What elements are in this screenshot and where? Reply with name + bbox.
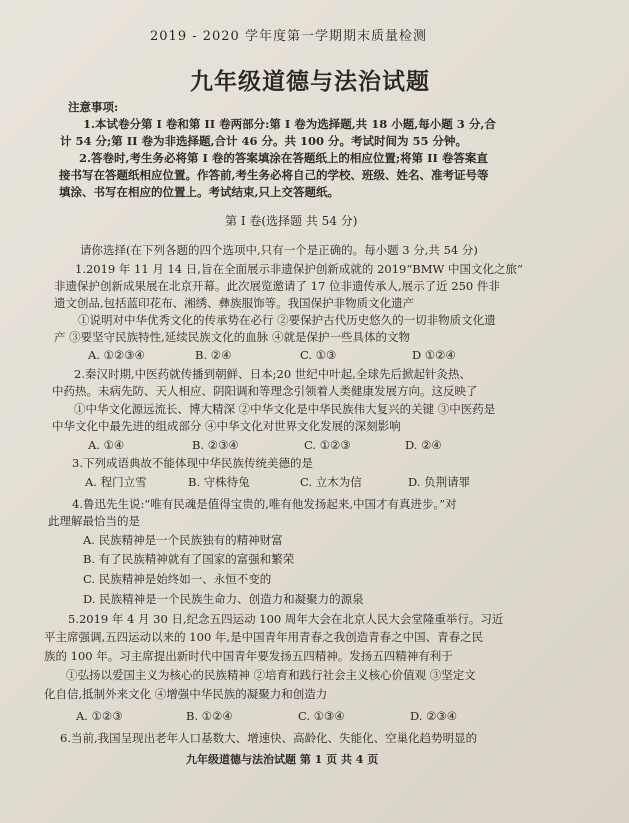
- option-a: A. ①②③④: [88, 348, 145, 362]
- question-text: 化自信,抵制外来文化 ④增强中华民族的凝聚力和创造力: [44, 687, 328, 701]
- page-title: 九年级道德与法治试题: [190, 68, 430, 95]
- option-b: B. 守株待兔: [188, 475, 250, 489]
- question-text: ①说明对中华优秀文化的传承势在必行 ②要保护古代历史悠久的一切非物质文化遗: [78, 313, 496, 327]
- option-c: C. ①③④: [298, 709, 345, 723]
- option-c: C. ①③: [300, 348, 337, 362]
- notice-line: 2.答卷时,考生务必将第 I 卷的答案填涂在答题纸上的相应位置;将第 II 卷答案直: [79, 151, 488, 165]
- section-title: 第 I 卷(选择题 共 54 分): [225, 214, 358, 228]
- question-text: 6.当前,我国呈现出老年人口基数大、增速快、高龄化、失能化、空巢化趋势明显的: [60, 731, 478, 745]
- question-text: 5.2019 年 4 月 30 日,纪念五四运动 100 周年大会在北京人民大会堂隆重举行。习近: [68, 612, 504, 626]
- exam-year-header: 2019 - 2020 学年度第一学期期末质量检测: [150, 29, 427, 44]
- option-a: A. ①②③: [76, 709, 123, 723]
- notice-line: 填涂、书写在相应的位置上。考试结束,只上交答题纸。: [59, 185, 340, 199]
- question-text: 此理解最恰当的是: [48, 514, 140, 528]
- option-b: B. 有了民族精神就有了国家的富强和繁荣: [83, 552, 295, 566]
- option-d: D. 民族精神是一个民族生命力、创造力和凝聚力的源泉: [83, 592, 364, 606]
- section-instruction: 请你选择(在下列各题的四个选项中,只有一个是正确的。每小题 3 分,共 54 分): [80, 243, 478, 257]
- question-text: 族的 100 年。习主席提出新时代中国青年要发扬五四精神。发扬五四精神有利于: [44, 649, 453, 663]
- question-text: 非遗保护创新成果展在北京开幕。此次展览邀请了 17 位非遗传承人,展示了近 250 件非: [54, 279, 500, 293]
- option-a: A. 民族精神是一个民族独有的精神财富: [83, 533, 283, 547]
- option-a: A. ①④: [88, 438, 125, 452]
- option-c: C. 民族精神是始终如一、永恒不变的: [83, 572, 272, 586]
- option-b: B. ②③④: [192, 438, 239, 452]
- notice-line: 1.本试卷分第 I 卷和第 II 卷两部分:第 I 卷为选择题,共 18 小题,每小题 3 分,合: [83, 117, 496, 131]
- question-text: 2.秦汉时期,中医药就传播到朝鲜、日本;20 世纪中叶起,全球先后掀起针灸热、: [74, 367, 471, 381]
- notice-line: 计 54 分;第 II 卷为非选择题,合计 46 分。共 100 分。考试时间为 55 分钟。: [60, 134, 468, 148]
- option-d: D. ②④: [405, 438, 442, 452]
- question-text: ①弘扬以爱国主义为核心的民族精神 ②培育和践行社会主义核心价值观 ③坚定文: [66, 668, 476, 682]
- question-text: 产 ③要坚守民族特性,延续民族文化的血脉 ④就是保护一些具体的文物: [54, 330, 410, 344]
- question-text: 3.下列成语典故不能体现中华民族传统美德的是: [72, 456, 313, 470]
- notice-heading: 注意事项:: [68, 100, 119, 114]
- option-d: D. ②③④: [410, 709, 458, 723]
- option-d: D. 负荆请罪: [408, 475, 471, 489]
- question-text: 4.鲁迅先生说:“唯有民魂是值得宝贵的,唯有他发扬起来,中国才有真进步。”对: [72, 497, 457, 511]
- page-footer: 九年级道德与法治试题 第 1 页 共 4 页: [186, 753, 379, 766]
- option-c: C. 立木为信: [300, 475, 362, 489]
- option-a: A. 程门立雪: [85, 475, 147, 489]
- option-b: B. ②④: [195, 348, 232, 362]
- question-text: 中华文化中最先进的组成部分 ④中华文化对世界文化发展的深刻影响: [52, 419, 401, 433]
- question-text: 中药热。未病先防、天人相应、阴阳调和等理念引领着人类健康发展方向。这反映了: [52, 384, 478, 398]
- question-text: 平主席强调,五四运动以来的 100 年,是中国青年用青春之我创造青春之中国、青春之民: [44, 630, 484, 644]
- option-b: B. ①②④: [186, 709, 233, 723]
- notice-line: 接书写在答题纸相应位置。作答前,考生务必将自己的学校、班级、姓名、准考证号等: [59, 168, 489, 182]
- question-text: ①中华文化源远流长、博大精深 ②中华文化是中华民族伟大复兴的关键 ③中医药是: [74, 402, 496, 416]
- question-text: 1.2019 年 11 月 14 日,旨在全面展示非遗保护创新成就的 2019“BMW 中国文化之旅”: [75, 262, 523, 276]
- option-c: C. ①②③: [304, 438, 351, 452]
- option-d: D ①②④: [412, 348, 456, 362]
- question-text: 遗文创品,包括蓝印花布、湘绣、彝族服饰等。我国保护非物质文化遗产: [54, 296, 415, 310]
